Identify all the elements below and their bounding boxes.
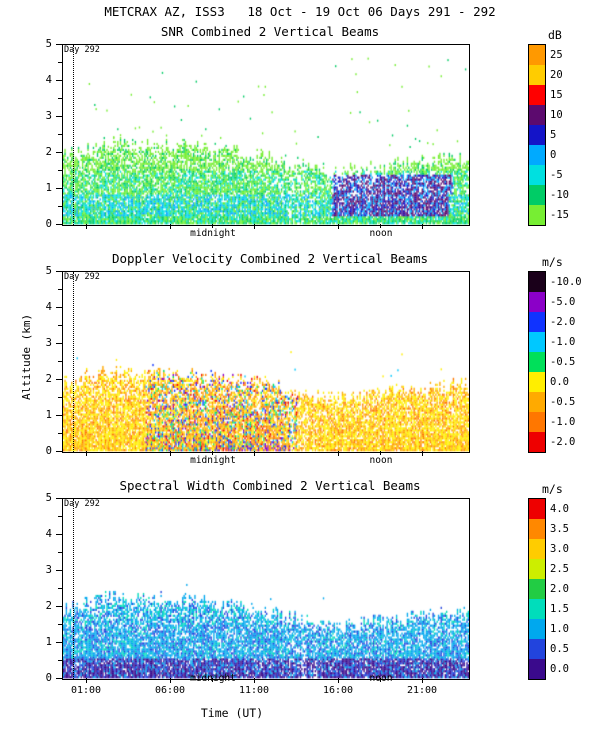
xtick-label-spc-5: 21:00 [406, 685, 438, 696]
colorbar-seg-spc-0 [529, 499, 545, 519]
xtick-snr-5 [422, 224, 423, 229]
ytick-spc-m4 [58, 552, 62, 553]
colorbar-seg-spc-8 [529, 659, 545, 679]
ytick-dop-0 [56, 451, 62, 452]
panel-title-doppler: Doppler Velocity Combined 2 Vertical Beams [111, 251, 429, 266]
ytick-snr-0 [56, 224, 62, 225]
ytick-dop-m2 [58, 397, 62, 398]
ytick-dop-1 [56, 415, 62, 416]
colorbar-label-dop-0: -10.0 [550, 276, 582, 288]
xtick-snr-2 [170, 224, 171, 229]
ytick-snr-5 [56, 44, 62, 45]
ytick-label-snr-4: 4 [45, 74, 52, 86]
colorbar-snr [528, 44, 546, 226]
colorbar-seg-snr-0 [529, 45, 545, 65]
colorbar-label-dop-3: -1.0 [550, 336, 576, 348]
colorbar-label-dop-6: -0.5 [550, 396, 576, 408]
day-boundary-line-snr [73, 45, 74, 225]
colorbar-label-snr-4: 5 [550, 129, 557, 141]
xtick-label-spc-midnight: midnight [190, 673, 236, 684]
xtick-spc-1 [86, 678, 87, 683]
ytick-snr-4 [56, 80, 62, 81]
colorbar-seg-dop-6 [529, 392, 545, 412]
xtick-snr-3 [254, 224, 255, 229]
ytick-dop-5 [56, 271, 62, 272]
colorbar-seg-dop-0 [529, 272, 545, 292]
ytick-label-dop-1: 1 [45, 409, 52, 421]
xtick-label-spc-4: 16:00 [322, 685, 354, 696]
xtick-snr-1 [86, 224, 87, 229]
colorbar-label-snr-6: -5 [550, 169, 563, 181]
xtick-label-dop-noon: noon [369, 455, 393, 466]
colorbar-seg-spc-6 [529, 619, 545, 639]
xtick-label-spc-1: 01:00 [70, 685, 102, 696]
colorbar-unit-doppler: m/s [542, 255, 563, 269]
heatmap-canvas-doppler [63, 272, 469, 452]
colorbar-label-snr-3: 10 [550, 109, 563, 121]
colorbar-unit-snr: dB [548, 28, 562, 42]
colorbar-label-snr-8: -15 [550, 209, 569, 221]
ytick-snr-m3 [58, 134, 62, 135]
panel-title-snr: SNR Combined 2 Vertical Beams [160, 24, 380, 39]
colorbar-seg-snr-5 [529, 145, 545, 165]
ytick-spc-5 [56, 498, 62, 499]
colorbar-label-spc-8: 0.0 [550, 663, 569, 675]
ytick-dop-m5 [58, 289, 62, 290]
xtick-dop-4 [338, 451, 339, 456]
ytick-dop-3 [56, 343, 62, 344]
ytick-label-spc-1: 1 [45, 636, 52, 648]
colorbar-label-spc-5: 1.5 [550, 603, 569, 615]
ytick-spc-1 [56, 642, 62, 643]
xtick-spc-5 [422, 678, 423, 683]
ytick-label-snr-1: 1 [45, 182, 52, 194]
ytick-label-snr-3: 3 [45, 110, 52, 122]
ytick-spc-m2 [58, 624, 62, 625]
heatmap-canvas-snr [63, 45, 469, 225]
xtick-label-spc-3: 11:00 [238, 685, 270, 696]
xtick-spc-4 [338, 678, 339, 683]
ytick-spc-2 [56, 606, 62, 607]
colorbar-seg-snr-6 [529, 165, 545, 185]
day-boundary-line-spectral [73, 499, 74, 679]
ytick-snr-3 [56, 116, 62, 117]
ytick-snr-m2 [58, 170, 62, 171]
xtick-label-snr-midnight: midnight [190, 228, 236, 239]
colorbar-seg-spc-1 [529, 519, 545, 539]
ytick-label-snr-5: 5 [45, 38, 52, 50]
colorbar-label-snr-2: 15 [550, 89, 563, 101]
day-label-snr: Day 292 [64, 45, 100, 55]
ytick-label-dop-4: 4 [45, 301, 52, 313]
ytick-dop-m1 [58, 433, 62, 434]
colorbar-label-snr-0: 25 [550, 49, 563, 61]
colorbar-seg-snr-8 [529, 205, 545, 225]
colorbar-label-snr-1: 20 [550, 69, 563, 81]
colorbar-seg-snr-7 [529, 185, 545, 205]
colorbar-seg-snr-1 [529, 65, 545, 85]
colorbar-seg-snr-4 [529, 125, 545, 145]
plot-area-doppler [62, 271, 470, 453]
colorbar-label-snr-7: -10 [550, 189, 569, 201]
colorbar-label-snr-5: 0 [550, 149, 557, 161]
colorbar-seg-dop-4 [529, 352, 545, 372]
ytick-label-spc-3: 3 [45, 564, 52, 576]
colorbar-spectral [528, 498, 546, 680]
colorbar-seg-spc-4 [529, 579, 545, 599]
colorbar-label-dop-1: -5.0 [550, 296, 576, 308]
ytick-snr-m [58, 206, 62, 207]
ytick-label-spc-0: 0 [45, 672, 52, 684]
ytick-spc-m3 [58, 588, 62, 589]
ytick-dop-m3 [58, 361, 62, 362]
colorbar-label-dop-2: -2.0 [550, 316, 576, 328]
ytick-spc-3 [56, 570, 62, 571]
xtick-dop-2 [170, 451, 171, 456]
colorbar-doppler [528, 271, 546, 453]
colorbar-seg-spc-5 [529, 599, 545, 619]
xtick-label-dop-midnight: midnight [190, 455, 236, 466]
colorbar-label-dop-8: -2.0 [550, 436, 576, 448]
ytick-spc-m5 [58, 516, 62, 517]
panel-title-spectral: Spectral Width Combined 2 Vertical Beams [119, 478, 421, 493]
ytick-label-spc-5: 5 [45, 492, 52, 504]
ytick-spc-m1 [58, 660, 62, 661]
plot-area-spectral [62, 498, 470, 680]
page-title: METCRAX AZ, ISS3 18 Oct - 19 Oct 06 Days 291 - 292 [104, 4, 496, 19]
xtick-dop-1 [86, 451, 87, 456]
colorbar-seg-dop-5 [529, 372, 545, 392]
x-axis-label: Time (UT) [200, 706, 264, 720]
y-axis-label: Altitude (km) [20, 313, 33, 400]
colorbar-seg-snr-2 [529, 85, 545, 105]
xtick-dop-3 [254, 451, 255, 456]
ytick-label-snr-2: 2 [45, 146, 52, 158]
xtick-dop-5 [422, 451, 423, 456]
colorbar-label-dop-7: -1.0 [550, 416, 576, 428]
ytick-label-spc-4: 4 [45, 528, 52, 540]
ytick-snr-1 [56, 188, 62, 189]
ytick-snr-m5 [58, 62, 62, 63]
colorbar-label-dop-4: -0.5 [550, 356, 576, 368]
ytick-dop-m4 [58, 325, 62, 326]
colorbar-seg-dop-2 [529, 312, 545, 332]
colorbar-label-spc-6: 1.0 [550, 623, 569, 635]
xtick-label-snr-noon: noon [369, 228, 393, 239]
day-boundary-line-doppler [73, 272, 74, 452]
plot-area-snr [62, 44, 470, 226]
ytick-label-dop-5: 5 [45, 265, 52, 277]
ytick-label-dop-3: 3 [45, 337, 52, 349]
day-label-doppler: Day 292 [64, 272, 100, 282]
colorbar-seg-spc-7 [529, 639, 545, 659]
ytick-spc-4 [56, 534, 62, 535]
ytick-label-dop-0: 0 [45, 445, 52, 457]
ytick-snr-2 [56, 152, 62, 153]
xtick-snr-4 [338, 224, 339, 229]
xtick-spc-2 [170, 678, 171, 683]
ytick-label-snr-0: 0 [45, 218, 52, 230]
ytick-label-dop-2: 2 [45, 373, 52, 385]
colorbar-seg-dop-3 [529, 332, 545, 352]
xtick-label-spc-noon: noon [369, 673, 393, 684]
colorbar-label-spc-0: 4.0 [550, 503, 569, 515]
colorbar-seg-dop-7 [529, 412, 545, 432]
colorbar-unit-spectral: m/s [542, 482, 563, 496]
colorbar-label-spc-4: 2.0 [550, 583, 569, 595]
ytick-snr-m4 [58, 98, 62, 99]
colorbar-seg-snr-3 [529, 105, 545, 125]
colorbar-seg-spc-3 [529, 559, 545, 579]
colorbar-seg-dop-1 [529, 292, 545, 312]
ytick-label-spc-2: 2 [45, 600, 52, 612]
colorbar-label-spc-7: 0.5 [550, 643, 569, 655]
ytick-dop-4 [56, 307, 62, 308]
colorbar-seg-spc-2 [529, 539, 545, 559]
ytick-dop-2 [56, 379, 62, 380]
colorbar-label-spc-1: 3.5 [550, 523, 569, 535]
heatmap-canvas-spectral [63, 499, 469, 679]
colorbar-seg-dop-8 [529, 432, 545, 452]
xtick-label-spc-2: 06:00 [154, 685, 186, 696]
colorbar-label-dop-5: 0.0 [550, 376, 569, 388]
ytick-spc-0 [56, 678, 62, 679]
day-label-spectral: Day 292 [64, 499, 100, 509]
colorbar-label-spc-2: 3.0 [550, 543, 569, 555]
colorbar-label-spc-3: 2.5 [550, 563, 569, 575]
xtick-spc-3 [254, 678, 255, 683]
